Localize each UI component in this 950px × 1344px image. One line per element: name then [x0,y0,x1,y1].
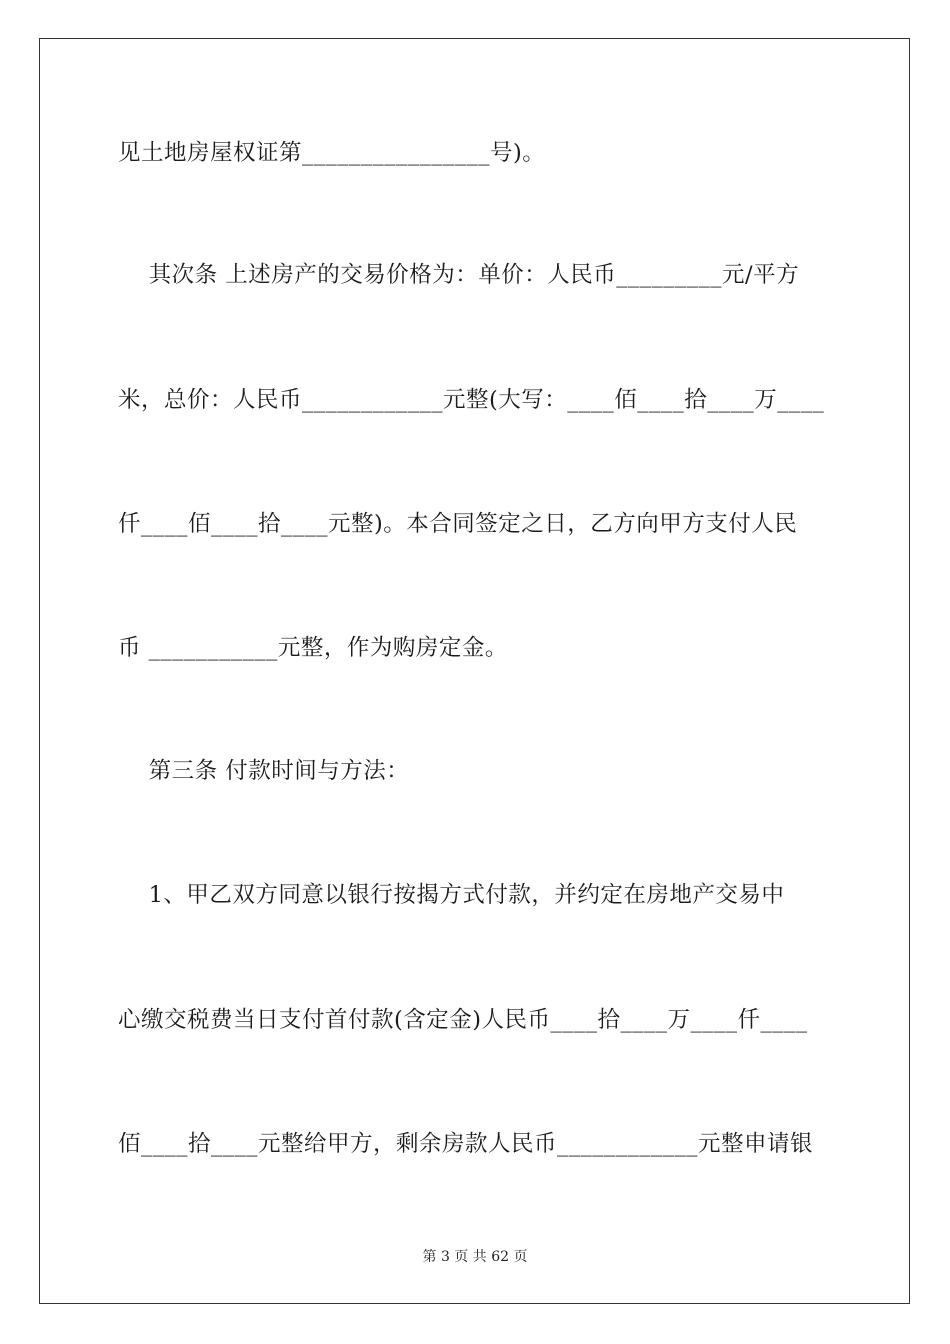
page-footer: 第 3 页 共 62 页 [422,1249,528,1265]
document-line: 币 ___________元整，作为购房定金。 [118,635,508,661]
document-line: 仟____佰____拾____元整)。本合同签定之日，乙方向甲方支付人民 [118,511,798,537]
document-line: 米，总价：人民币____________元整(大写：____佰____拾____万____ [118,387,825,413]
document-line: 1、甲乙双方同意以银行按揭方式付款，并约定在房地产交易中 [118,882,785,908]
document-line: 见土地房屋权证第________________号)。 [118,140,546,166]
document-line: 心缴交税费当日支付首付款(含定金)人民币____拾____万____仟____ [118,1007,808,1033]
document-line: 第三条 付款时间与方法： [118,758,410,784]
page-border [39,38,910,1304]
document-line: 佰____拾____元整给甲方，剩余房款人民币____________元整申请银 [118,1131,814,1157]
document-line: 其次条 上述房产的交易价格为：单价：人民币_________元/平方 [118,262,800,288]
